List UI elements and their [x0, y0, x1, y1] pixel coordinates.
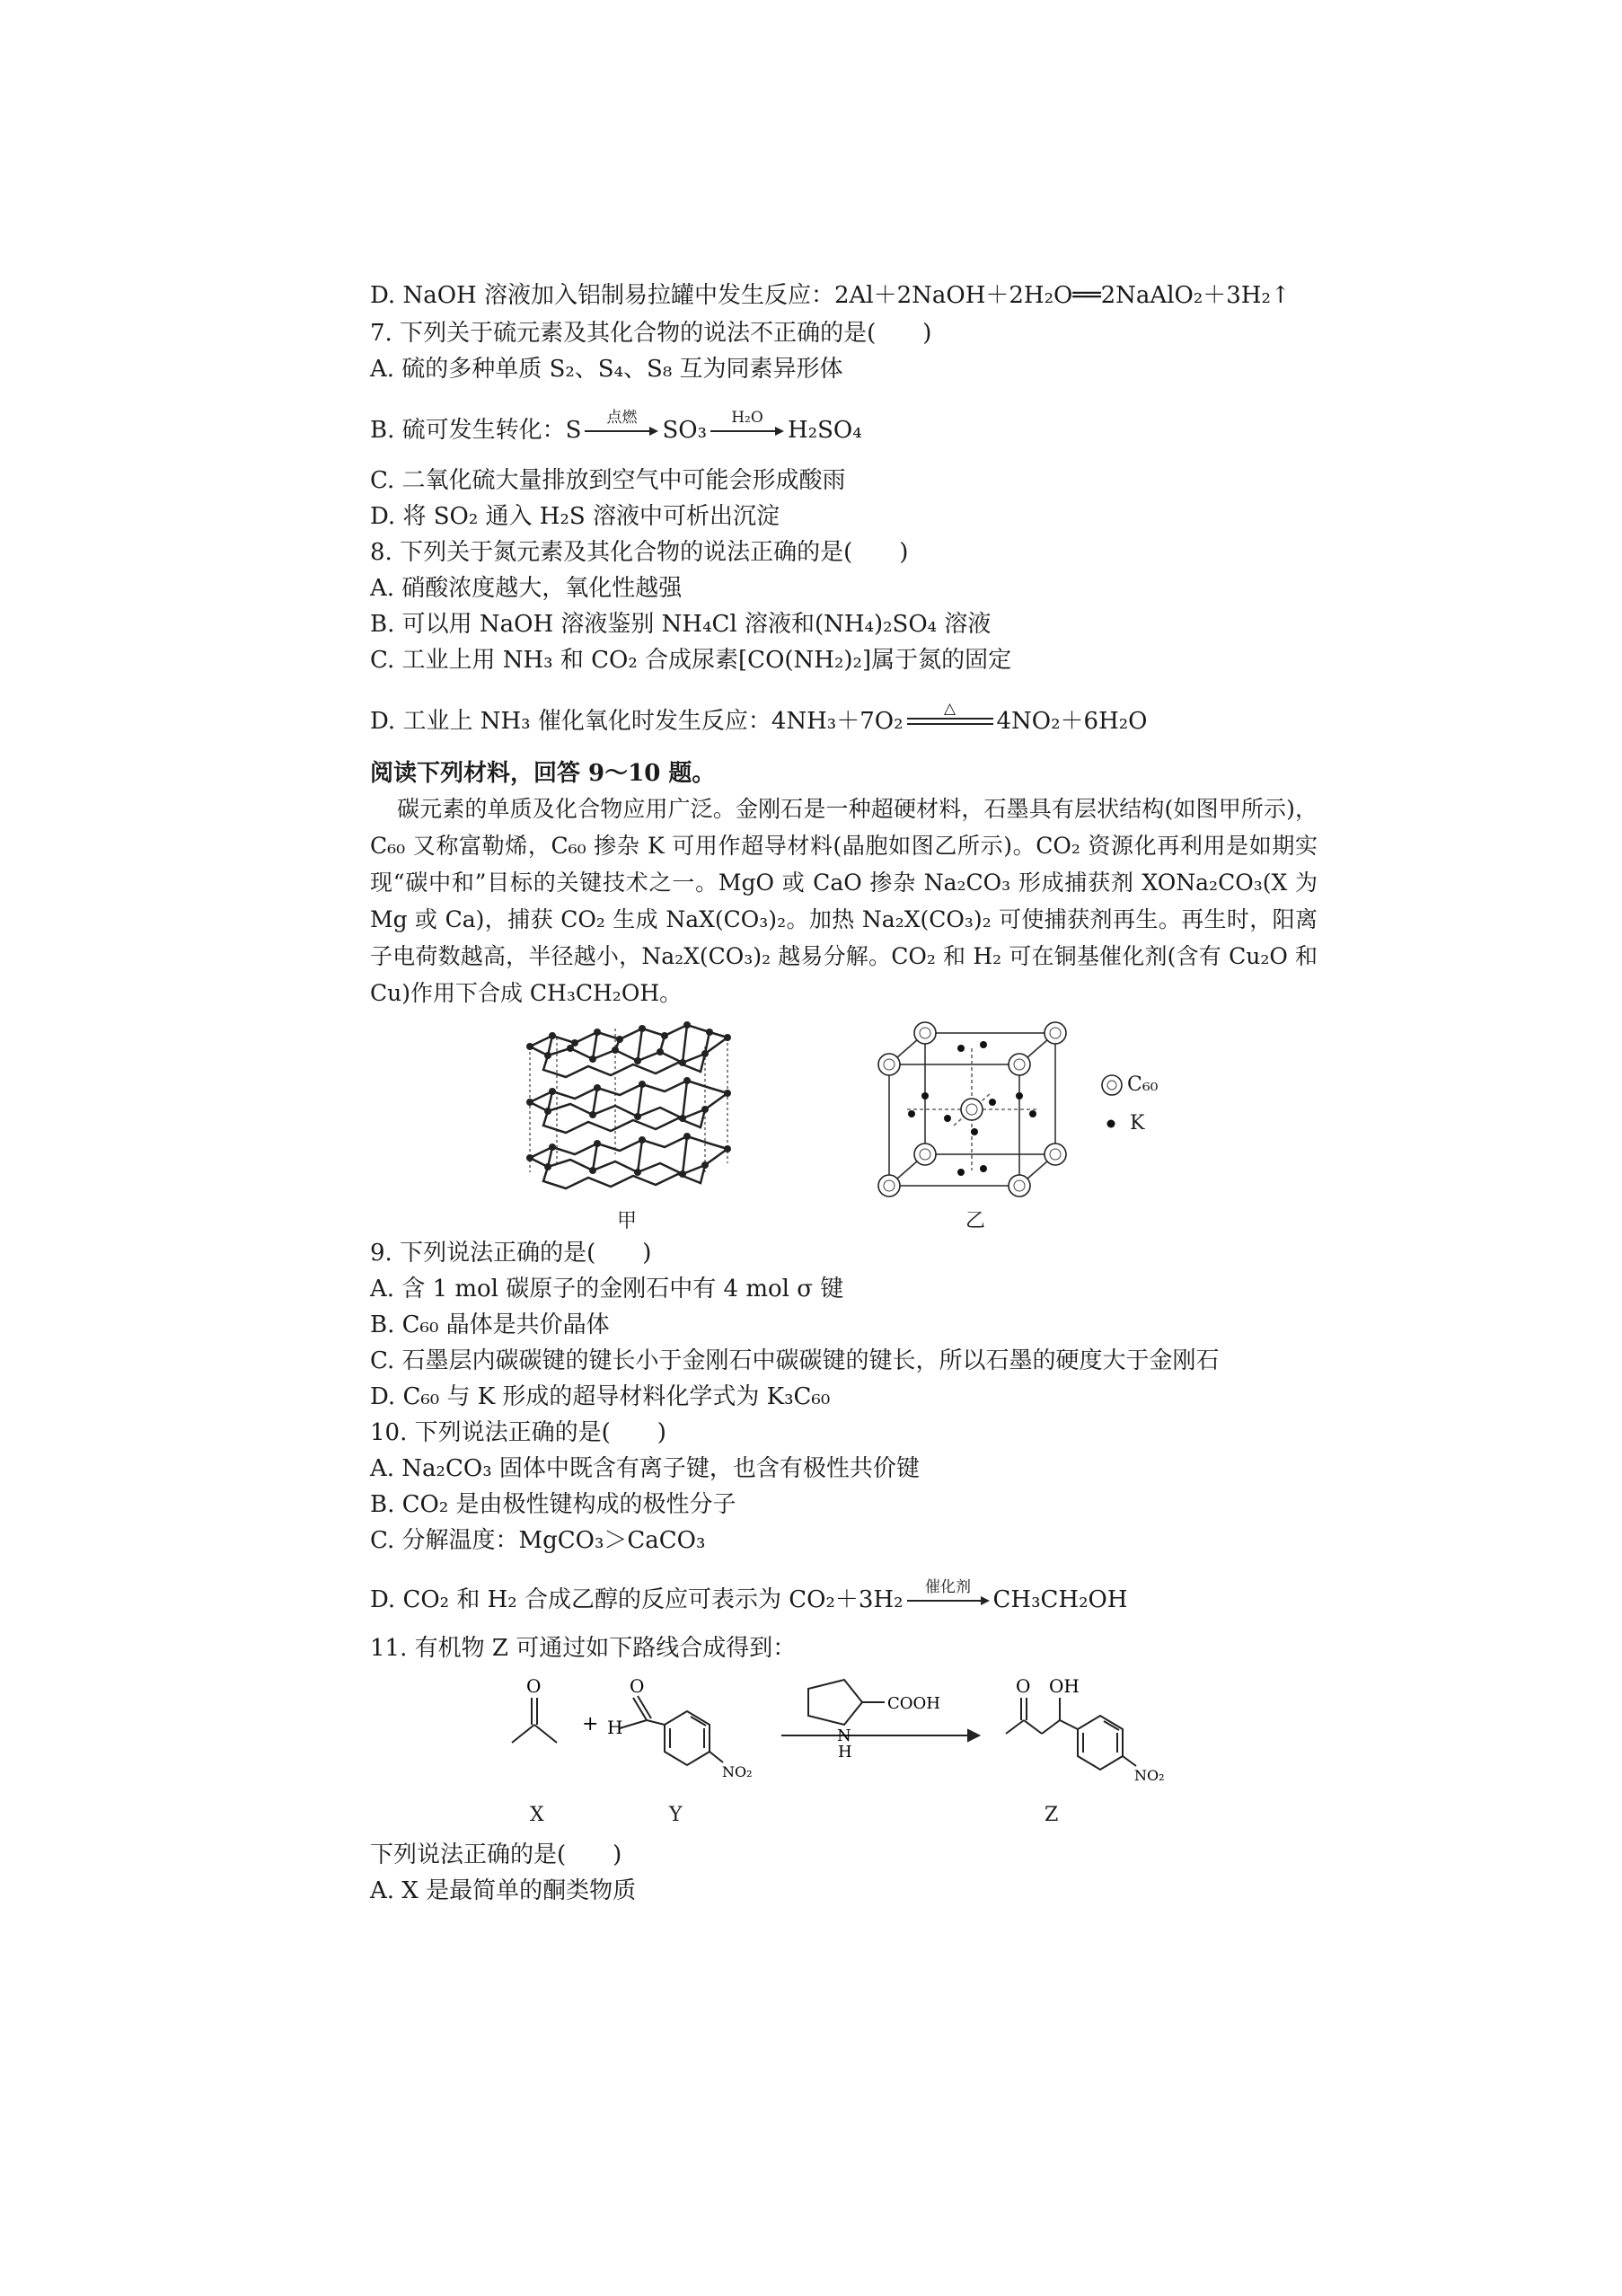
q9-stem: 9. 下列说法正确的是( ) [370, 1240, 652, 1267]
q8-option-b: B. 可以用 NaOH 溶液鉴别 NH₄Cl 溶液和(NH₄)₂SO₄ 溶液 [370, 611, 992, 638]
q7-option-d: D. 将 SO₂ 通入 H₂S 溶液中可析出沉淀 [370, 503, 780, 530]
compound-z-label: Z [1045, 1804, 1059, 1826]
q7-option-a: A. 硫的多种单质 S₂、S₄、S₈ 互为同素异形体 [370, 356, 843, 383]
plus-sign: + [582, 1713, 599, 1735]
q8-option-c: C. 工业上用 NH₃ 和 CO₂ 合成尿素[CO(NH₂)₂]属于氮的固定 [370, 647, 1012, 674]
atom-o-label: O [526, 1675, 542, 1697]
k-legend-icon [1105, 1117, 1117, 1130]
compound-y-label: Y [669, 1804, 683, 1826]
q8-option-d-end: 4NO₂＋6H₂O [996, 708, 1148, 735]
catalyst-h-label: H [838, 1743, 852, 1762]
catalyst-n-label: N [837, 1726, 851, 1745]
graphite-layered-structure-figure [516, 1011, 741, 1199]
atom-o-label: O [630, 1675, 645, 1697]
q9-option-d: D. C₆₀ 与 K 形成的超导材料化学式为 K₃C₆₀ [370, 1383, 831, 1410]
q8-option-d-start: D. 工业上 NH₃ 催化氧化时发生反应：4NH₃＋7O₂ [370, 708, 904, 735]
q10-option-c: C. 分解温度：MgCO₃＞CaCO₃ [370, 1527, 706, 1554]
q7-option-b [370, 409, 862, 446]
q10-stem: 10. 下列说法正确的是( ) [370, 1419, 666, 1446]
q11-question-stem: 下列说法正确的是( ) [370, 1841, 622, 1868]
q7-option-b-start: B. 硫可发生转化：S [370, 417, 582, 444]
c60-k-unit-cell-figure [876, 1020, 1082, 1199]
synthesis-route-scheme [503, 1671, 1186, 1797]
q8-option-a: A. 硝酸浓度越大，氧化性越强 [370, 575, 683, 602]
q9-option-c: C. 石墨层内碳碳键的键长小于金刚石中碳碳键的键长，所以石墨的硬度大于金刚石 [370, 1347, 1220, 1374]
c60-legend-icon [1100, 1073, 1124, 1097]
compound-x-label: X [530, 1804, 544, 1826]
atom-o-label: O [1016, 1675, 1031, 1697]
q10-option-a: A. Na₂CO₃ 固体中既含有离子键，也含有极性共价键 [370, 1455, 920, 1482]
reaction-equals-heat [907, 700, 993, 731]
atom-h-label: H [607, 1717, 623, 1738]
right-arrow-icon [585, 426, 658, 437]
reading-passage: 碳元素的单质及化合物应用广泛。金刚石是一种超硬材料，石墨具有层状结构(如图甲所示)，C₆₀ 又称富勒烯，C₆₀ 掺杂 K 可用作超导材料(晶胞如图乙所示)。CO₂ 资源化再利用是如期实现“碳中和”目标的关键技术之一。MgO 或 CaO 掺杂 Na₂CO₃ 形成捕获剂 XONa₂CO₃(X 为 Mg 或 Ca)，捕获 CO₂ 生成 NaX(CO₃)₂。加热 Na₂X(CO₃)₂ 可使捕获剂再生。再生时，阳离子电荷数越高，半径越小，Na₂X(CO₃)₂ 越易分解。CO₂ 和 H₂ 可在铜基催化剂(含有 Cu₂O 和 Cu)作用下合成 CH₃CH₂OH。 [370, 796, 1318, 1006]
reaction-arrow-catalyst [907, 1578, 990, 1610]
q9-option-a: A. 含 1 mol 碳原子的金刚石中有 4 mol σ 键 [370, 1276, 844, 1303]
reaction-arrow-ignite [585, 409, 658, 440]
reading-heading: 阅读下列材料，回答 9～10 题。 [370, 760, 716, 787]
catalyst-cooh-label: COOH [887, 1694, 940, 1713]
k-legend-label: K [1130, 1112, 1145, 1135]
c60-legend-label: C₆₀ [1127, 1073, 1159, 1096]
q10-option-b: B. CO₂ 是由极性键构成的极性分子 [370, 1491, 736, 1518]
hydroxyl-label: OH [1049, 1675, 1080, 1697]
arrow-condition: 催化剂 [925, 1578, 972, 1596]
double-line-equals-icon [907, 715, 993, 728]
right-arrow-icon [710, 426, 784, 437]
arrow-condition: 点燃 [606, 409, 638, 427]
q11-option-a: A. X 是最简单的酮类物质 [370, 1877, 637, 1904]
q7-stem: 7. 下列关于硫元素及其化合物的说法不正确的是( ) [370, 320, 932, 347]
q11-stem: 11. 有机物 Z 可通过如下路线合成得到： [370, 1635, 797, 1662]
q9-option-b: B. C₆₀ 晶体是共价晶体 [370, 1311, 610, 1338]
figure-a-caption: 甲 [617, 1210, 638, 1232]
q10-option-d-start: D. CO₂ 和 H₂ 合成乙醇的反应可表示为 CO₂＋3H₂ [370, 1586, 904, 1613]
arrow-condition: △ [943, 700, 956, 718]
q7-option-c: C. 二氧化硫大量排放到空气中可能会形成酸雨 [370, 467, 846, 494]
nitro-group-label: NO₂ [722, 1763, 753, 1780]
right-arrow-icon [907, 1595, 990, 1606]
q8-option-d [370, 700, 1148, 737]
q10-option-d-end: CH₃CH₂OH [992, 1586, 1128, 1613]
reaction-arrow-water [710, 409, 784, 440]
figure-b-caption: 乙 [965, 1210, 986, 1232]
q7-option-b-end: H₂SO₄ [788, 417, 862, 444]
q7-option-b-mid: SO₃ [662, 417, 708, 444]
q10-option-d [370, 1578, 1128, 1615]
q6-option-d: D. NaOH 溶液加入铝制易拉罐中发生反应：2Al＋2NaOH＋2H₂O══2NaAlO₂＋3H₂↑ [370, 282, 1291, 309]
nitro-group-label: NO₂ [1134, 1767, 1165, 1784]
q8-stem: 8. 下列关于氮元素及其化合物的说法正确的是( ) [370, 539, 909, 566]
arrow-condition: H₂O [731, 409, 763, 427]
